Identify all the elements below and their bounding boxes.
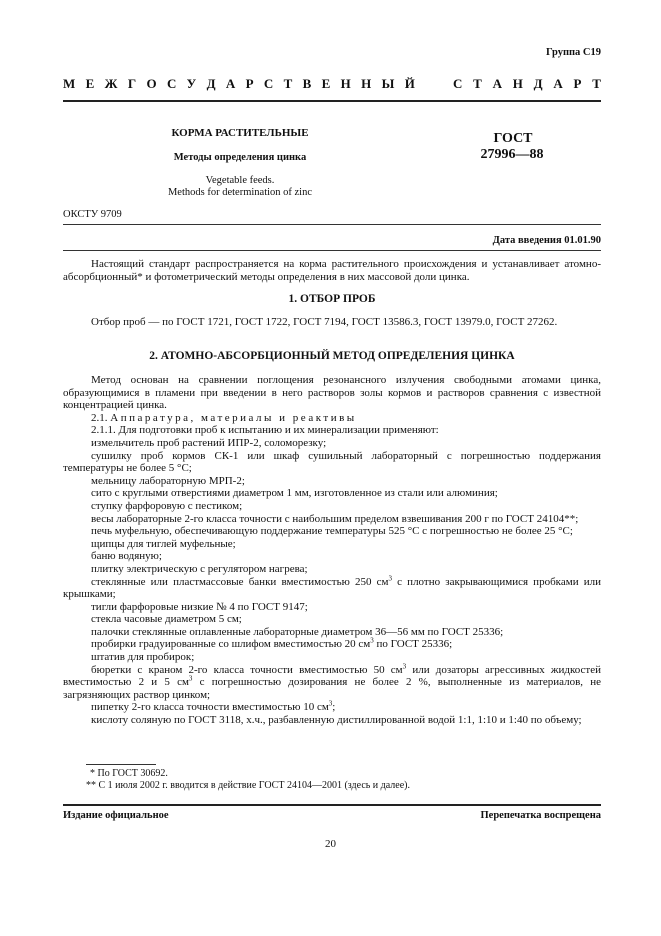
method-text: Метод основан на сравнении поглощения резонансного излучения свободными атомами цинка, образующимися в пламени при введении в него растворов золы кормов и растворов сравнения с известной концентрацией цинка. bbox=[63, 374, 601, 412]
banner-letter: Д bbox=[206, 76, 216, 91]
banner-word-standard bbox=[453, 76, 601, 92]
list-item: баню водяную; bbox=[91, 550, 162, 563]
banner-letter: Т bbox=[592, 76, 601, 91]
page-number: 20 bbox=[325, 838, 336, 850]
list-item: бюретки с краном 2-го класса точности вместимостью 50 $см^3$ или дозаторы агрессивных жидкостей вместимостью 2 и 5 $см^3$ с погрешностью дозирования не более 2 %, выполненные из материалов, не загрязняющих раствор цинком; bbox=[63, 662, 601, 701]
footnote-rule bbox=[86, 764, 156, 765]
okstu-code: ОКСТУ 9709 bbox=[63, 209, 122, 220]
subsection-title bbox=[63, 412, 601, 425]
effective-date bbox=[493, 235, 601, 246]
banner-letter: А bbox=[492, 76, 502, 91]
okstu-rule bbox=[63, 224, 601, 225]
banner-letter: Д bbox=[533, 76, 543, 91]
gost-number: 27996—88 bbox=[480, 147, 544, 162]
list-item: весы лабораторные 2-го класса точности с наибольшим пределом взвешивания 200 г по ГОСТ 24104**; bbox=[91, 512, 579, 525]
section1-body bbox=[63, 316, 601, 329]
list-item: штатив для пробирок; bbox=[91, 651, 195, 664]
banner-letter: А bbox=[225, 76, 236, 91]
subtitle-en: Methods for determination of zinc bbox=[167, 187, 313, 198]
list-item: сито с круглыми отверстиями диаметром 1 мм, изготовленное из стали или алюминия; bbox=[91, 487, 498, 500]
subsection-2-1-1: 2.1.1. Для подготовки проб к испытанию и их минерализации применяют: bbox=[91, 424, 439, 437]
banner-word-interstate bbox=[63, 76, 415, 92]
gost-label: ГОСТ bbox=[493, 131, 533, 146]
banner-letter: Ы bbox=[381, 76, 395, 91]
section2-body bbox=[63, 374, 601, 727]
section1-heading: 1. ОТБОР ПРОБ bbox=[288, 293, 376, 305]
list-item: щипцы для тиглей муфельные; bbox=[91, 537, 236, 550]
banner-letter: Й bbox=[404, 76, 415, 91]
list-item: палочки стеклянные оплавленные лабораторные диаметром 36—56 мм по ГОСТ 25336; bbox=[91, 625, 504, 638]
title-ru: КОРМА РАСТИТЕЛЬНЫЕ bbox=[171, 127, 309, 139]
date-rule bbox=[63, 250, 601, 251]
section1-text: Отбор проб — по ГОСТ 1721, ГОСТ 1722, ГОСТ 7194, ГОСТ 13586.3, ГОСТ 13979.0, ГОСТ 27262. bbox=[91, 316, 558, 328]
footnote-1: * По ГОСТ 30692. bbox=[90, 768, 168, 779]
date-label: Дата введения bbox=[492, 235, 562, 246]
list-item: пипетку 2-го класса точности вместимостью 10 $см^3$; bbox=[91, 699, 336, 714]
list-item: пробирки градуированные со шлифом вместимостью 20 $см^3$ по ГОСТ 25336; bbox=[91, 636, 453, 651]
banner-letter: Е bbox=[85, 76, 95, 91]
subsection-name: Аппаратура, материалы и реактивы bbox=[110, 411, 357, 424]
list-item: тигли фарфоровые низкие № 4 по ГОСТ 9147; bbox=[91, 600, 308, 613]
section2-heading: 2. АТОМНО-АБСОРБЦИОННЫЙ МЕТОД ОПРЕДЕЛЕНИЯ ЦИНКА bbox=[149, 350, 515, 362]
banner-letter: О bbox=[146, 76, 157, 91]
list-item: мельницу лабораторную МРП-2; bbox=[91, 474, 245, 487]
banner-letter: Т bbox=[283, 76, 293, 91]
intro-text: Настоящий стандарт распространяется на корма растительного происхождения и устанавливает атомно-абсорбционный* и фотометрический методы определения в них массовой доли цинка. bbox=[63, 258, 601, 283]
title-en: Vegetable feeds. bbox=[205, 175, 275, 186]
header-rule bbox=[63, 100, 601, 102]
banner-letter: А bbox=[553, 76, 563, 91]
list-item: измельчитель проб растений ИПР-2, соломорезку; bbox=[91, 436, 327, 449]
intro-paragraph bbox=[63, 258, 601, 283]
banner-letter: В bbox=[302, 76, 312, 91]
banner-letter: Г bbox=[127, 76, 137, 91]
official-edition: Издание официальное bbox=[63, 810, 169, 821]
footnote-2: ** С 1 июля 2002 г. вводится в действие ГОСТ 24104—2001 (здесь и далее). bbox=[86, 780, 410, 791]
banner-letter: Е bbox=[321, 76, 331, 91]
banner-letter: Р bbox=[573, 76, 582, 91]
banner-letter: М bbox=[63, 76, 76, 91]
list-item: кислоту соляную по ГОСТ 3118, х.ч., разбавленную дистиллированной водой 1:1, 1:10 и 1:40 по объему; bbox=[91, 714, 582, 727]
equipment-list bbox=[63, 437, 601, 576]
footer-rule bbox=[63, 804, 601, 806]
banner-letter: Н bbox=[340, 76, 351, 91]
list-item: ступку фарфоровую с пестиком; bbox=[91, 499, 243, 512]
banner-letter: Ж bbox=[104, 76, 118, 91]
banner-letter: С bbox=[263, 76, 274, 91]
banner-letter: Н bbox=[512, 76, 523, 91]
list-item: печь муфельную, обеспечивающую поддержание температуры 525 °С с погрешностью не более 25 °С; bbox=[91, 525, 573, 538]
list-item: сушилку проб кормов СК-1 или шкаф сушильный лабораторный с погрешностью поддержания температуры не более 5 °С; bbox=[63, 449, 601, 475]
banner-letter: Н bbox=[361, 76, 372, 91]
banner-letter: У bbox=[186, 76, 197, 91]
banner-letter: Р bbox=[245, 76, 254, 91]
group-code: Группа С19 bbox=[545, 47, 601, 58]
banner-letter: С bbox=[453, 76, 463, 91]
banner-letter: С bbox=[166, 76, 177, 91]
subtitle-ru: Методы определения цинка bbox=[173, 152, 307, 163]
list-item: стекла часовые диаметром 5 см; bbox=[91, 613, 242, 626]
banner-letter: Т bbox=[473, 76, 482, 91]
date-value: 01.01.90 bbox=[564, 235, 601, 246]
standard-banner bbox=[63, 76, 601, 92]
reprint-prohibited: Перепечатка воспрещена bbox=[480, 810, 601, 821]
subsection-number: 2.1. bbox=[91, 411, 108, 424]
list-item: стеклянные или пластмассовые банки вместимостью 250 $см^3$ с плотно закрывающимися пробками или крышками; bbox=[63, 573, 601, 601]
list-item: плитку электрическую с регулятором нагрева; bbox=[91, 562, 308, 575]
